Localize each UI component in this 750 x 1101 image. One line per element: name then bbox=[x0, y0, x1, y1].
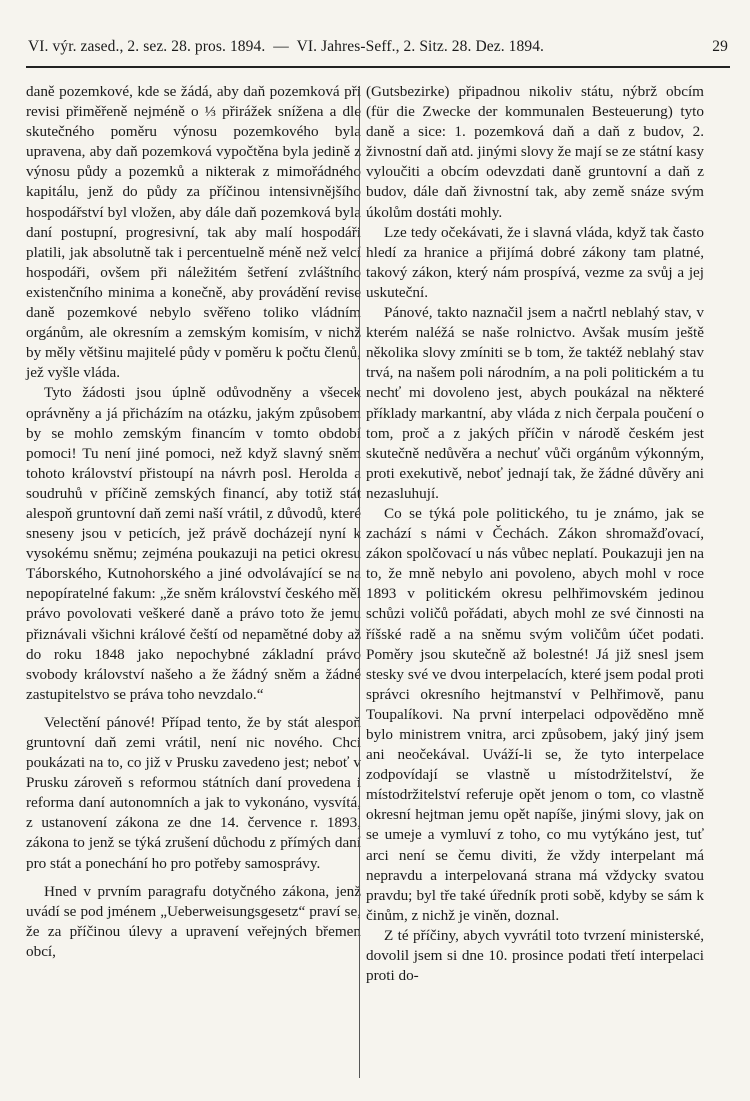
header-czech-session: VI. výr. zased., 2. sez. 28. pros. 1894. bbox=[28, 38, 266, 55]
header-rule bbox=[26, 66, 730, 68]
paragraph: Velectění pánové! Případ tento, že by stát alespoň gruntovní daň zemi vrátil, není nic nového. Chci poukázati na to, co již v Prusku zavedeno jest; neboť v Prusku zároveň s reformou státních daní provedena i reforma daní autonomních a jak to vykonáno, vysvítá, z ustanovení zákona ze dne 14. července r. 1893, zákona to jenž se týká zrušení důchodu z přímých daní pro stát a ponechání ho pro potřeby samosprávy. bbox=[26, 713, 361, 872]
paragraph: Tyto žádosti jsou úplně odůvodněny a všecek oprávněny a já přicházím na otázku, jakým způsobem by se mohlo zemským financím v tomto období pomoci! Tu není jiné pomoci, než když slavný sněm tohoto království přistoupí na návrh posl. Herolda a soudruhů v příčině zemských financí, aby totiž stát alespoň gruntovní daň zemi naší vrátil, z důvodů, které sneseny jsou v peticích, jež právě docházejí nyní k vysokému sněmu; zejména poukazuji na petici okresu Táborského, Kutnohorského a jiné odvolávající se na nepopíratelné fakum: „že sněm království českého měl právo povolovati veškeré daně a právo toto že jemu přiznávali všichni králové čeští od nepamětné doby až do roku 1848 jako nepochybné základní právo svobody království našeho a že žádný sněm a žádné zastupitelstvo se práva toho nevzdalo.“ bbox=[26, 384, 361, 703]
column-divider bbox=[359, 86, 360, 1078]
paragraph: daně pozemkové, kde se žádá, aby daň pozemková při revisi přiměřeně nejméně o ⅓ přirážek snížena a dle skutečného poměru výnosu pozemkového byla upravena, aby daň pozemková vypočtěna byla jedině z výnosu půdy a pozemků a nikterak z mimořádného kapitálu, jenž do půdy za příčinou intensivnějšího hospodářství byl vložen, aby dále daň pozemková byla daní postupní, progresivní, tak aby malí hospodáři platili, jak absolutně tak i percentuelně méně než velcí hospodáři, ovšem při náležitém šetření zvláštního existenčního minima a konečně, aby provádění revise daně pozemkové nebylo svěřeno toliko vládním orgánům, ale okresním a zemským komisím, v nichž by měly většinu majitelé půdy v poměru k počtu členů, jež vyšle vláda. bbox=[26, 83, 361, 382]
running-header bbox=[28, 34, 728, 60]
page-number: 29 bbox=[712, 38, 728, 55]
paragraph: Lze tedy očekávati, že i slavná vláda, když tak často hledí za hranice a přijímá dobré zákony tam platné, takový zákon, který nám prospívá, vezme za svůj a jej uskuteční. bbox=[366, 223, 704, 301]
paragraph: Pánové, takto naznačil jsem a načrtl neblahý stav, v kterém naléžá se naše rolnictvo. Avšak musím ještě několika slovy zmíniti se b tom, že taktéž neblahý stav trvá, na našem poli národním, a na poli politickém a tu nechť mi dovoleno jest, abych poukázal na některé příklady markantní, aby vláda z nich čerpala poučení o tom, proč a z jakých příčin v národě českém jest skutečně nedůvěra a nechuť vůči orgánům výkonným, proti exekutivě, neboť jednají tak, že žádné důvěry ani nezasluhují. bbox=[366, 304, 704, 502]
header-separator: — bbox=[273, 38, 289, 55]
right-column bbox=[366, 82, 704, 986]
paragraph: Co se týká pole politického, tu je známo, jak se zachází s námi v Čechách. Zákon shromažďovací, zákon spolčovací u nás vůbec neplatí. Poukazuji jen na to, že mně nebylo ani povoleno, abych mohl v roce 1893 v politickém okresu pelhřimovském jedinou schůzi voličů pořádati, abych mohl ze své činnosti na říšské radě a na sněmu svým voličům účet podati. Poměry jsou skutečně až bolestné! Já již snesl jsem stesky své ve dvou interpelacích, které jsem podal proti správci okresního hejtmanství v Pelhřimově, panu Toupalíkovi. Na první interpelaci odpověděno mně bylo ministrem vnitra, arci způsobem, jaký jiný jsem ani neočekával. Uváží-li se, že tyto interpelace zodpovídají se vlastně u místodržitelství, že místodržitelství referuje opět jenom o tom, co vlastně okresní hejtman jemu opět napíše, jinými slovy, jak on se umeje a vymluví z toho, co mu vytýkáno jest, tuť arci není se čemu diviti, že vždy interpelant má nepravdu a interpelovaná strana má vždycky svatou pravdu; byl tře také úředník proti sobě, kdyby se sám k činům, z nichž je viněn, doznal. bbox=[366, 504, 704, 924]
paragraph: Z té příčiny, abych vyvrátil toto tvrzení ministerské, dovolil jsem si dne 10. prosince podati třetí interpelaci proti do- bbox=[366, 926, 704, 985]
paragraph: Hned v prvním paragrafu dotyčného zákona, jenž uvádí se pod jménem „Ueberweisungsgesetz“ praví se, že za příčinou úlevy a upravení veřejných břemen obcí, bbox=[26, 882, 361, 960]
paragraph: (Gutsbezirke) připadnou nikoliv státu, nýbrž obcím (für die Zwecke der kommunalen Besteuerung) tyto daně a sice: 1. pozemková daň a daň z budov, 2. živnostní daň atd. jinými slovy že mají se ze státní kasy vyloučiti a obcím odevzdati daně gruntovní a daň z budov, dále daň živnostní tak, aby země snáze svým úkolům dostáti mohly. bbox=[366, 83, 704, 221]
left-column bbox=[26, 82, 361, 962]
header-german-session: VI. Jahres-Seff., 2. Sitz. 28. Dez. 1894. bbox=[296, 38, 545, 55]
header-left bbox=[28, 34, 544, 60]
